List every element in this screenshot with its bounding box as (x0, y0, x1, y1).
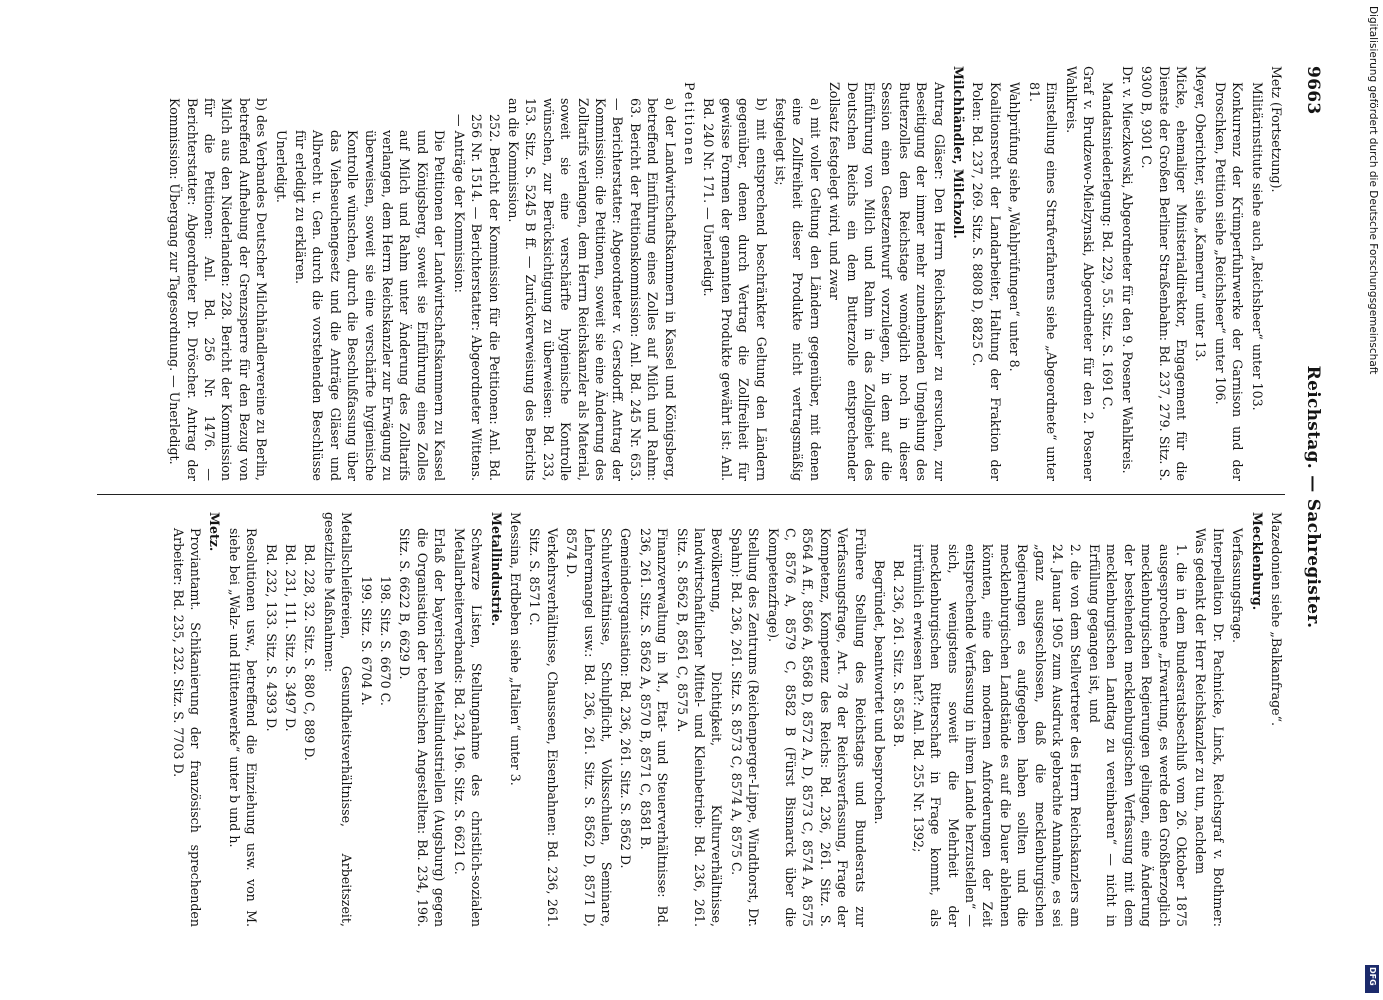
left-column-entry: 2. die von dem Stellvertreter des Herrn Reichskanzlers am 24. Januar 1905 zum Ausdruck gebrachte Annahme, es sei „ganz ausgeschlossen, daß die mecklenburgischen Regierungen es aufgegeben haben sollten und die mecklenburgischen Landstände es auf die Dauer ablehnen könnten, eine den modernen Anforderungen der Zeit entsprechende Verfassung in ihrem Lande herzustellen“ — sich, wenigstens soweit die Mehrheit der mecklenburgischen Ritterschaft in Frage kommt, als irrtümlich erwiesen hat?: Anl. Bd. 255 Nr. 1392; (910, 544, 1083, 927)
right-column-entry: a) mit voller Geltung den Ländern gegenüber, mit denen eine Zollfreiheit dieser Produkte nicht vertragsmäßig festgelegt ist; (773, 98, 823, 481)
page-title: Reichstag. — Sachregister. (1303, 365, 1323, 629)
left-column-entry: Schulverhältnisse, Schulpflicht, Volksschulen, Seminare, Lehrermangel usw.: Bd. 236, 261. Sitz. S. 8562 D, 8571 D, 8574 D. (564, 528, 614, 927)
right-column-entry: b) des Verbandes Deutscher Milchhändlervereine zu Berlin, betreffend Aufhebung der Grenzsperre für den Bezug von Milch aus den Niederlanden: 228. Bericht der Kommission für die Petitionen: Anl. Bd. 256 Nr. 1476. — Berichterstatter: Abgeordneter Dr. Dröscher. Antrag der Kommission: Übergang zur Tagesordnung. — Unerledigt. (167, 98, 270, 481)
page-header (1295, 66, 1325, 928)
left-column-entry: Bd. 236, 261. Sitz. S. 8558 B. (891, 560, 907, 748)
left-column-entry: Mecklenburg. (1249, 512, 1265, 611)
left-column-entry: Proviantamt. Schikanierung der französisch sprechenden Arbeiter: Bd. 235, 232. Sitz. S. 7703 D. (170, 528, 204, 927)
left-column-entry: Messina, Erdbeben siehe „Italien“ unter 3. (507, 512, 523, 786)
left-column-entry: Metallschleifereien, Gesundheitsverhältnisse, Arbeitszeit, gesetzliche Maßnahmen: (321, 512, 355, 927)
page-number: 9663 (1303, 66, 1323, 115)
right-column-entry: Mandatsniederlegung: Bd. 229, 55. Sitz. S. 1691 C. (1100, 82, 1116, 410)
right-column-entry: Die Petitionen der Landwirtschaftskammern zu Kassel und Königsberg, soweit sie Einführung eines Zolles auf Milch und Rahm unter Änderung des Zolltarifs verlangen, dem Herrn Reichskanzler zur Erwägung zu überweisen, soweit sie eine verschärfte hygienische Kontrolle wünschen, durch die Beschlußfassung über das Viehseuchengesetz und die Anträge Gläser und Albrecht u. Gen. durch die vorstehenden Beschlüsse für erledigt zu erklären. (293, 130, 448, 481)
left-column-entry: Metz. (207, 512, 223, 552)
right-column-entry: Wahlprüfung siehe „Wahlprüfungen“ unter 8. (1007, 82, 1023, 372)
left-column-entry: Metallindustrie. (488, 512, 504, 627)
left-column-entry: Stellung des Zentrums (Reichenperger-Lippe, Windthorst, Dr. Spahn): Bd. 236, 261. Sitz. S. 8573 C, 8574 A, 8575 C. (728, 528, 762, 927)
dfg-logo-icon: DFG (1365, 965, 1379, 993)
index-column-2 (97, 512, 1285, 927)
left-column-entry: Begründet, beantwortet und besprochen. (872, 560, 888, 825)
right-column-entry: Unerledigt. (273, 130, 289, 203)
left-column-entry: Gemeindeorganisation: Bd. 236, 261. Sitz. S. 8562 D. (618, 528, 634, 869)
right-column-entry: Militärinstitute siehe auch „Reichsheer“ unter 103. (1249, 82, 1265, 411)
left-column-entry: Verfassungsfrage. (1230, 528, 1246, 643)
right-column-entry: Graf v. Brudzewo-Mielzynski, Abgeordneter für den 2. Posener Wahlkreis. (1063, 66, 1096, 481)
left-column-entry: Erlaß der bayerischen Metallindustriellen (Augsburg) gegen die Organisation der technischen Angestellten: Bd. 234, 196. Sitz. S. 6622 B, 6629 D. (397, 528, 448, 927)
left-column-entry: Resolutionen usw., betreffend die Einziehung usw. von M. siehe bei „Walz- und Hüttenwerke“ unter b und h. (226, 528, 260, 927)
left-column-entry: Frühere Stellung des Reichstags und Bundesrats zur Verfassungsfrage, Art. 78 der Reichsverfassung, Frage der Kompetenz, Kompetenz des Reichs: Bd. 236, 261. Sitz. S. 8564 A ff., 8566 A, 8568 D, 8572 A, D, 8573 C, 8574 A, 8575 C, 8576 A, 8579 C, 8582 B (Fürst Bismarck über die Kompetenzfrage). (765, 528, 868, 927)
right-column-entry: b) mit entsprechend beschränkter Geltung den Ländern gegenüber, denen durch Vertrag die Zollfreiheit für gewisse Formen der genannten Produkte gewährt ist: Anl. Bd. 240 Nr. 171. — Unerledigt. (701, 98, 769, 481)
left-column-entry: Bevölkerung, Dichtigkeit, Kulturverhältnisse, landwirtschaftlicher Mittel- und Kleinbetrieb: Bd. 236, 261. Sitz. S. 8562 B, 8561 C, 8575 A. (674, 528, 725, 927)
right-column-entry: 252. Bericht der Kommission für die Petitionen: Anl. Bd. 256 Nr. 1514. — Berichterstatter: Abgeordneter Wittens. — Anträge der Kommission: (451, 114, 502, 481)
right-column-entry: Petitionen (682, 82, 697, 167)
left-column-entry: Bd. 232, 133. Sitz. S. 4393 D. (263, 544, 279, 732)
left-column-entry: Interpellation Dr. Pachnicke, Linck, Reichsgraf v. Bothmer: Was gedenkt der Herr Reichskanzler zu tun, nachdem (1193, 528, 1226, 927)
right-column-entry: Konkurrenz der Krümperfuhrwerke der Garnison und der Droschken, Petition siehe „Reichsheer“ unter 106. (1212, 82, 1246, 481)
column-divider (97, 494, 1285, 495)
left-column-entry: Bd. 228, 32. Sitz. S. 880 C, 889 D. (302, 544, 318, 761)
right-column-entry: Dr. v. Mieczkowski, Abgeordneter für den 9. Posener Wahlkreis. (1119, 66, 1135, 474)
left-column-entry: 1. die in dem Bundesratsbeschluß vom 26. Oktober 1875 ausgesprochene „Erwartung, es werde den Großherzoglich mecklenburgischen Regierungen gelingen, eine Änderung der bestehenden mecklenburgischen Verfassung mit dem mecklenburgischen Landtag zu vereinbaren“ — nicht in Erfüllung gegangen ist, und (1086, 544, 1189, 927)
right-column-entry: a) der Landwirtschaftskammern in Kassel und Königsberg, betreffend Einführung eines Zolles auf Milch und Rahm: 63. Bericht der Petitionskommission: Anl. Bd. 245 Nr. 653. — Berichterstatter: Abgeordneter v. Gersdorff. Antrag der Kommission: die Petitionen, soweit sie eine Änderung des Zolltarifs verlangen, dem Herrn Reichskanzler als Material, soweit sie eine verschärfte hygienische Kontrolle wünschen, zur Berücksichtigung zu überweisen: Bd. 233, 153. Sitz. S. 5245 B ff. — Zurückverweisung des Berichts an die Kommission. (505, 98, 678, 481)
left-column-entry: 199. Sitz. S. 6704 A. (358, 576, 374, 706)
right-column-entry: Metz (Fortsetzung). (1269, 66, 1284, 193)
right-column-entry: Milchhändler, Milchzoll. (951, 66, 967, 239)
right-column-entry: Meyer, Oberichter, siehe „Kamerun“ unter 13. (1193, 66, 1209, 362)
right-column-entry: Micke, ehemaliger Ministerialdirektor, Engagement für die Dienste der Großen Berliner Straßenbahn: Bd. 237, 279. Sitz. S. 9300 B, 9301 C. (1139, 66, 1189, 481)
left-column-entry: 198. Sitz. S. 6670 C. (378, 576, 394, 706)
digitization-credit: Digitalisierung gefördert durch die Deutsche Forschungsgemeinschaft (1367, 6, 1379, 375)
left-column-entry: Verkehrsverhältnisse, Chausseen, Eisenbahnen: Bd. 236, 261. Sitz. S. 8571 C. (527, 528, 560, 927)
index-column-1 (97, 66, 1285, 481)
right-column-entry: Koalitionsrecht der Landarbeiter, Haltung der Fraktion der Polen: Bd. 237, 269. Sitz. S. 8808 D, 8825 C. (970, 82, 1003, 481)
left-column-entry: Finanzverwaltung in M., Etat- und Steuerverhältnisse: Bd. 236, 261. Sitz. S. 8562 A, 8570 B, 8571 C, 8581 B. (637, 528, 671, 927)
right-column-entry: Einstellung eines Strafverfahrens siehe „Abgeordnete“ unter 81. (1026, 82, 1060, 481)
left-column-entry: Mazedonien siehe „Balkanfrage“. (1269, 512, 1284, 727)
left-column-entry: Schwarze Listen, Stellungnahme des christlich-sozialen Metallarbeiterverbands: Bd. 234, 196. Sitz. S. 6621 C. (451, 528, 485, 927)
left-column-entry: Bd. 231, 111. Sitz. S. 3497 D. (283, 544, 299, 732)
right-column-entry: Antrag Gläser: Den Herrn Reichskanzler zu ersuchen, zur Beseitigung der immer mehr zunehmenden Umgehung des Butterzolles dem Reichstage womöglich noch in dieser Session einen Gesetzentwurf vorzulegen, in dem auf die Einführung von Milch und Rahm in das Zollgebiet des Deutschen Reichs ein dem Butterzolle entsprechender Zollsatz festgelegt wird, und zwar (827, 82, 947, 481)
